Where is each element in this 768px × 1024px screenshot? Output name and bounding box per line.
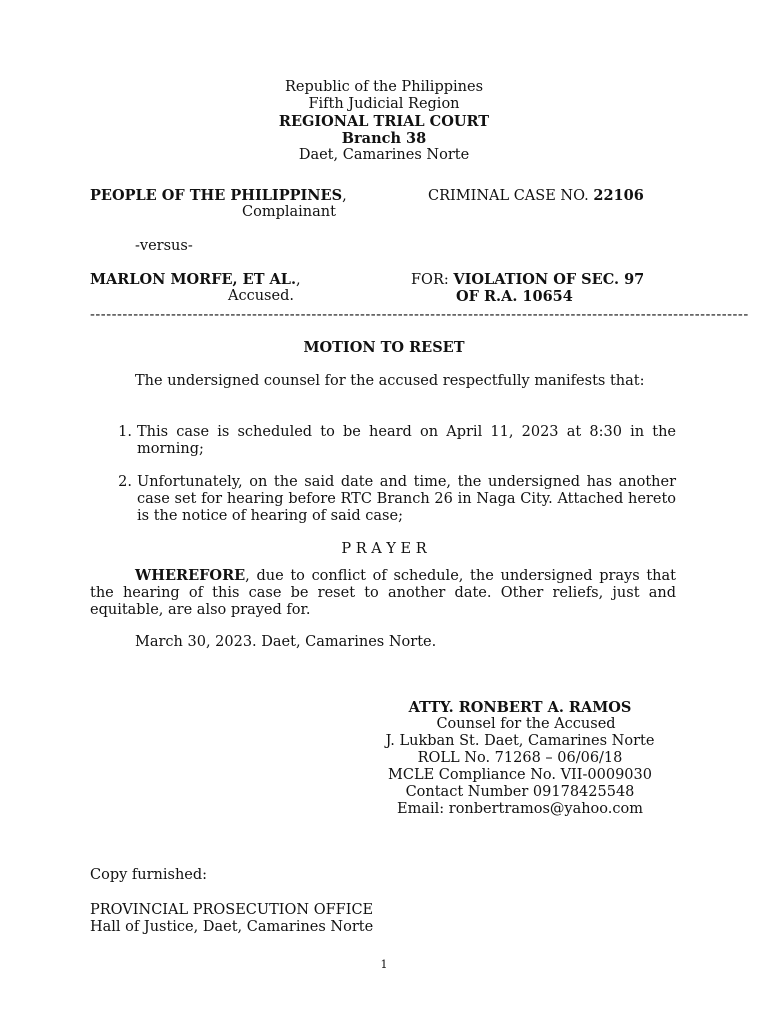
header-branch: Branch 38 (341, 130, 427, 147)
accused-role: Accused. (228, 288, 294, 304)
copy-recipient-address: Hall of Justice, Daet, Camarines Norte (90, 919, 374, 935)
prayer-paragraph (90, 567, 676, 619)
accused-name: MARLON MORFE, ET AL. (90, 271, 297, 288)
offense-line-1 (411, 271, 644, 289)
signatory-email: Email: ronbertramos@yahoo.com (397, 801, 643, 817)
plaintiff-name-line (90, 187, 347, 205)
accused-name-line (90, 271, 301, 289)
page-number: 1 (380, 958, 388, 971)
case-number: 22106 (593, 187, 644, 204)
item-1-text: This case is scheduled to be heard on April 11, 2023 at 8:30 in the morning; (137, 424, 676, 457)
plaintiff-name: PEOPLE OF THE PHILIPPINES (90, 187, 343, 204)
case-number-line (428, 187, 644, 205)
header-region: Fifth Judicial Region (308, 96, 460, 112)
signatory-contact: Contact Number 09178425548 (405, 784, 635, 800)
item-2-text: Unfortunately, on the said date and time, the undersigned has another case set for hearing before RTC Branch 26 in Naga City. Attached hereto is the notice of hearing of said case; (137, 474, 676, 524)
signatory-mcle: MCLE Compliance No. VII-0009030 (388, 767, 652, 783)
prayer-heading: P R A Y E R (341, 541, 427, 557)
header-republic: Republic of the Philippines (284, 79, 484, 95)
prayer-text: , due to conflict of schedule, the undersigned prays that the hearing of this case be reset to another date. Other reliefs, just and equitable, are also prayed for. (90, 568, 676, 618)
plaintiff-comma: , (342, 188, 347, 204)
intro-paragraph: The undersigned counsel for the accused respectfully manifests that: (135, 373, 645, 389)
signature-block (360, 699, 680, 818)
header-location: Daet, Camarines Norte (298, 147, 470, 163)
signatory-address: J. Lukban St. Daet, Camarines Norte (385, 733, 655, 749)
offense-for-label: FOR: (411, 272, 454, 288)
header-court: REGIONAL TRIAL COURT (278, 113, 490, 130)
accused-comma: , (296, 272, 301, 288)
prayer-lead: WHEREFORE (135, 567, 246, 584)
signatory-role: Counsel for the Accused (436, 716, 616, 732)
court-header (0, 79, 768, 164)
copy-furnished-label: Copy furnished: (90, 867, 208, 883)
date-place: March 30, 2023. Daet, Camarines Norte. (135, 634, 437, 650)
case-number-label: CRIMINAL CASE NO. (428, 188, 594, 204)
versus: -versus- (135, 238, 193, 254)
signatory-name: ATTY. RONBERT A. RAMOS (408, 699, 632, 716)
caption-divider: -------------------------------------------------------------------------------------------------------------------------- (90, 307, 749, 323)
plaintiff-role: Complainant (242, 204, 336, 220)
offense-line-2: OF R.A. 10654 (456, 288, 573, 305)
item-1-number: 1. (118, 424, 132, 440)
signatory-roll: ROLL No. 71268 – 06/06/18 (417, 750, 623, 766)
document-title: MOTION TO RESET (303, 339, 465, 356)
item-2-number: 2. (118, 474, 132, 490)
copy-recipient-office: PROVINCIAL PROSECUTION OFFICE (90, 902, 374, 918)
offense-text-1: VIOLATION OF SEC. 97 (453, 271, 645, 288)
